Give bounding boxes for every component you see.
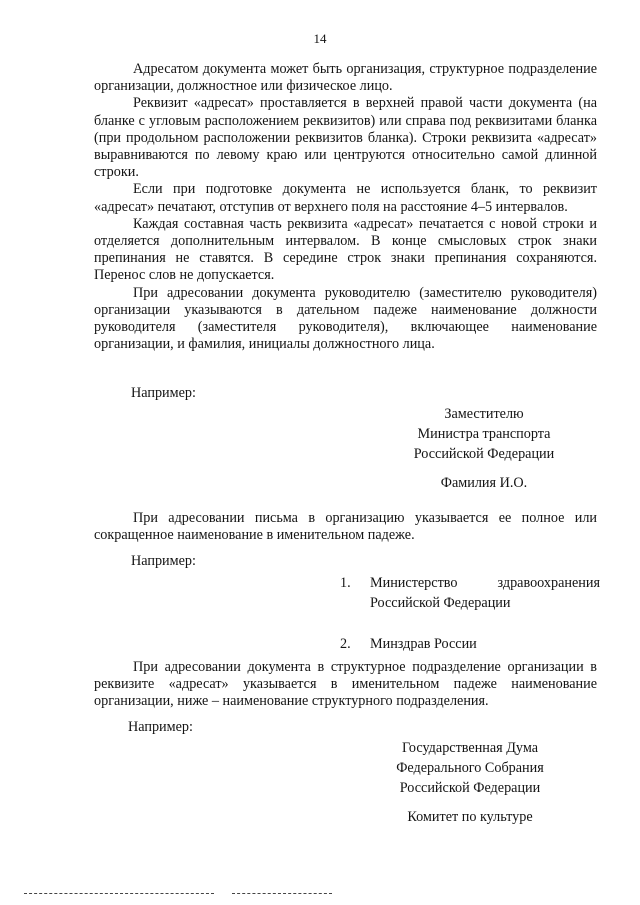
paragraph-addressee-placement: Реквизит «адресат» проставляется в верхней правой части документа (на бланке с угловым расположением реквизитов) или справа под реквизитами бланка (при продольном расположении реквизитов бланка). Строки реквизита «адресат» выравниваются по левому краю или центруются относительно самой длинной строки. [94, 95, 597, 181]
bottom-paragraph-block [94, 659, 597, 711]
list-item [340, 573, 600, 613]
example-subdivision-name: Комитет по культуре [407, 809, 533, 825]
example-organization-list [340, 573, 600, 654]
paragraph-subdivision-address: При адресовании документа в структурное подразделение организации в реквизите «адресат» указывается в именительном падеже наименование организации, ниже – наименование структурного подразделения. [94, 659, 597, 710]
addressee-line: Заместителю [444, 406, 524, 422]
list-item-text: Министерство здравоохранения Российской Федерации [370, 575, 600, 611]
addressee-line: Российской Федерации [399, 780, 541, 796]
intro-paragraphs [94, 61, 597, 353]
list-item-number: 2. [340, 636, 351, 652]
paragraph-addressing-head: При адресовании документа руководителю (заместителю руководителя) организации указываются в дательном падеже наименование должности руководителя (заместителя руководителя), включающее наименование организации, и фамилия, инициалы должностного лица. [94, 284, 597, 353]
example-label-2: Например: [131, 553, 196, 569]
paragraph-line-rules: Каждая составная часть реквизита «адресат» печатается с новой строки и отделяется дополнительным интервалом. В конце смысловых строк знаки препинания не ставятся. В середине строк знаки препинания сохраняются. Перенос слов не допускается. [94, 215, 597, 284]
paragraph-addressee-definition: Адресатом документа может быть организация, структурное подразделение организации, должностное или физическое лицо. [94, 61, 597, 95]
page-edge-line [232, 893, 332, 894]
addressee-line: Российской Федерации [413, 446, 555, 462]
addressee-line: Министра транспорта [417, 426, 551, 442]
list-item [340, 634, 600, 654]
middle-paragraph-block [94, 510, 597, 544]
example-signature-name: Фамилия И.О. [440, 475, 528, 491]
addressee-line: Федерального Собрания [396, 760, 544, 776]
list-item-number: 1. [340, 575, 351, 591]
paragraph-organization-address: При адресовании письма в организацию указывается ее полное или сокращенное наименование в именительном падеже. [94, 510, 597, 544]
example-addressee-organization [380, 738, 560, 798]
list-item-text: Минздрав России [370, 636, 477, 652]
addressee-line: Государственная Дума [401, 740, 539, 756]
paragraph-no-letterhead: Если при подготовке документа не используется бланк, то реквизит «адресат» печатают, отступив от верхнего поля на расстояние 4–5 интервалов. [94, 181, 597, 215]
page-number: 14 [313, 31, 327, 46]
example-addressee-official [400, 404, 568, 464]
page-edge-line [24, 893, 214, 894]
example-label-3: Например: [128, 719, 193, 735]
example-label-1: Например: [131, 385, 196, 401]
